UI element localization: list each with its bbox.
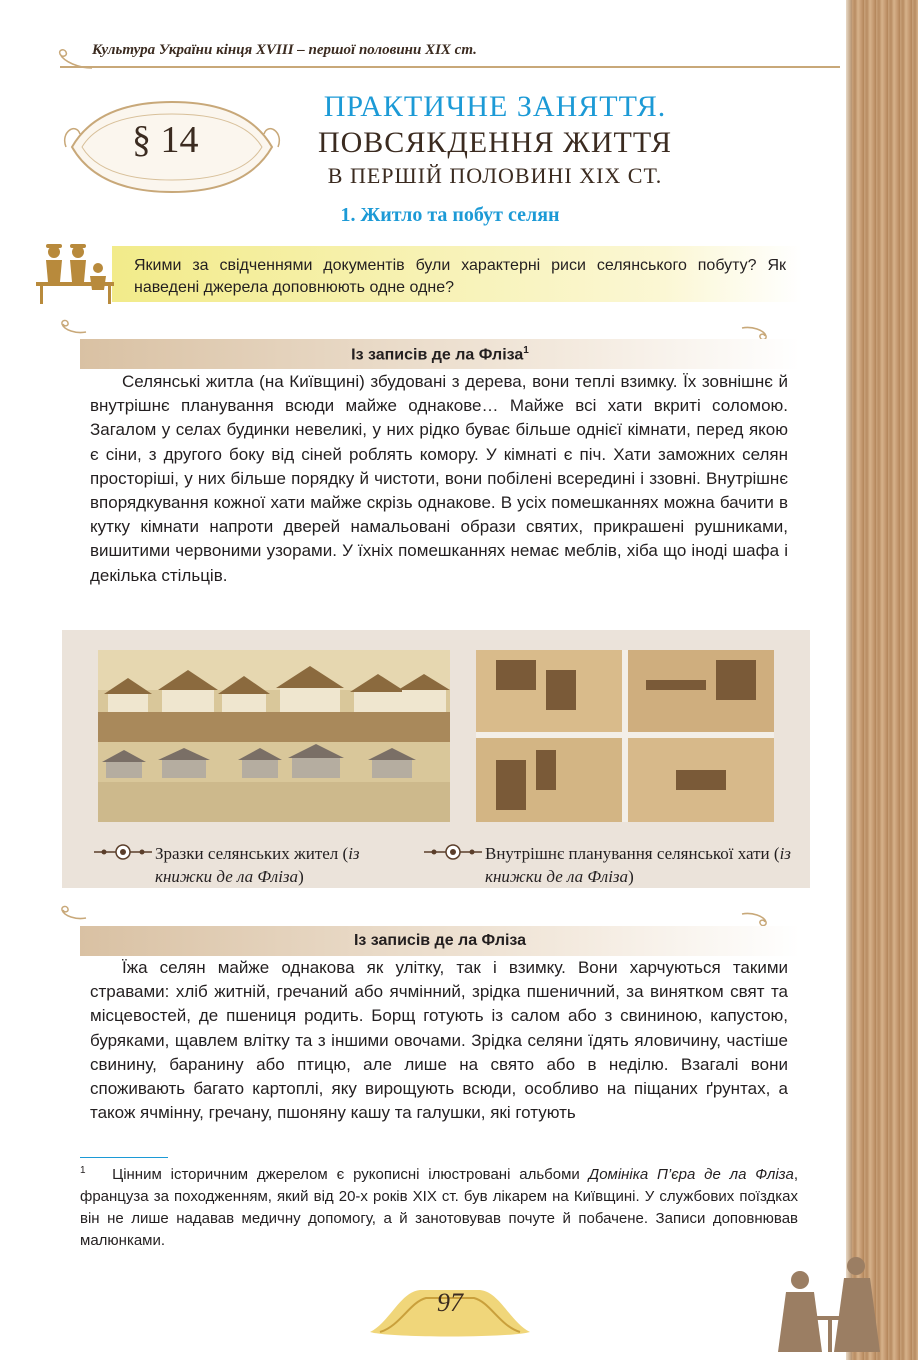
page-number: 97 [437, 1288, 463, 1317]
source-title: Із записів де ла Фліза$^1$ [351, 345, 529, 364]
figure-caption-2: Внутрішнє планування селянської хати (із книжки де ла Фліза) [485, 844, 791, 886]
source-text: Селянські житла (на Київщині) збудовані з дерева, вони теплі взимку. Їх зовнішнє й внутрішнє планування всюди майже однакове… Майже всі хати вкриті соломою. Загалом у селах будинки невеликі, у них рідко буває більше однієї кімнати, перед якою є сіни, з другого боку від сіней роблять комору. У кімнаті є піч. Хати заможних селян просторіші, у них більше порядку й чистоти, вони побілені всередині і ззовні. Внутрішнє впорядкування кожної хати майже скрізь однакове. В усіх помешканнях можна бачити в кутку кімнати напроти дверей намальовані образи святих, прикрашені рушниками, вишитими червоними узорами. У їхніх помешканнях немає меблів, хіба що іноді шафа і декілька стільців. [90, 372, 788, 585]
lesson-title-line2: ПОВСЯКДЕННЯ ЖИТТЯ [317, 126, 673, 159]
people-at-table-icon [32, 238, 116, 306]
figure-caption-1: Зразки селянських жител (із книжки де ла Фліза) [155, 844, 360, 886]
footnote-rule [80, 1157, 168, 1158]
people-silhouette-icon [760, 1250, 900, 1360]
caption-ornament-icon [94, 844, 152, 860]
source-text: Їжа селян майже однакова як улітку, так і взимку. Вони харчуються такими стравами: хліб житній, гречаний або ячмінний, зрідка пшеничний, за винятком свят та місцевостей, де пшениця родить. Борщ готують із салом або з свининою, капустою, буряками, щавлем влітку та з іншими овочами. Зрідка селяни їдять яловичину, частіше свинину, баранину або птицю, але лише на свято або в неділю. Взагалі вони споживають багато картоплі, яку вирощують всюди, особливо на піщаних ґрунтах, а також ячмінну, гречану, пшоняну кашу та галушки, які готують [90, 958, 788, 1123]
village-houses-illustration [98, 650, 450, 822]
header-flourish-icon [54, 48, 94, 72]
source-title: Із записів де ла Фліза [353, 932, 527, 949]
lesson-title-line1: ПРАКТИЧНЕ ЗАНЯТТЯ. [323, 90, 667, 123]
hut-interior-illustration [476, 650, 774, 822]
wooden-page-edge [852, 0, 918, 1360]
section-heading: 1. Житло та побут селян [340, 204, 560, 226]
lesson-title-line3: В ПЕРШІЙ ПОЛОВИНІ XIX СТ. [327, 163, 663, 188]
curl-ornament-icon [58, 904, 88, 924]
footnote: $^1$ Цінним історичним джерелом є рукописні ілюстровані альбоми Домініка П’єра де ла Фліза, француза за походженням, який від 20-х років XIX ст. був лікарем на Київщині. У службових поїздках він не лише надавав медичну допомогу, а й занотовував почуте й побачене. Записи доповнював малюнками. [80, 1165, 798, 1249]
question-text: Якими за свідченнями документів були характерні риси селянського побуту? Як наведені джерела доповнюють одне одне? [134, 257, 786, 296]
header-rule [60, 66, 840, 68]
running-header: Культура України кінця XVIII – першої половини XIX ст. [92, 42, 477, 58]
caption-ornament-icon [424, 844, 482, 860]
curl-ornament-icon [58, 318, 88, 338]
curl-ornament-icon [740, 908, 770, 928]
paragraph-number: § 14 [132, 119, 199, 161]
